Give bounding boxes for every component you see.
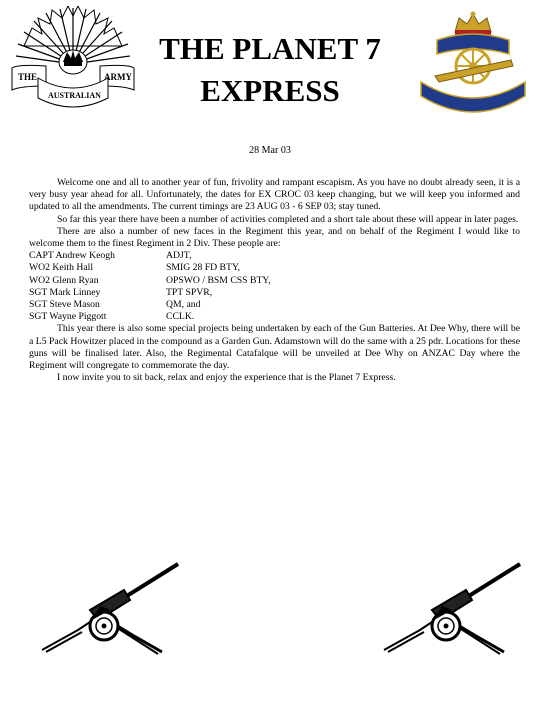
page-title xyxy=(150,28,390,112)
paragraph-projects: This year there is also some special projects being undertaken by each of the Gun Batteries. At Dee Why, there will be a L5 Pack Howitzer placed in the compound as a Garden Gun. Adamstown will do the same with a 25 pdr. Locations for these guns will be finalised later. Also, the Regimental Catafalque will be unveiled at Dee Why on ANZAC Day where the Regiment will congregate to commemorate the day. xyxy=(29,323,520,372)
roster-name: SGT Wayne Piggott xyxy=(29,311,107,323)
roster-role: CCLK. xyxy=(166,311,195,323)
roster-role: SMIG 28 FD BTY, xyxy=(166,262,241,274)
howitzer-icon xyxy=(380,560,525,655)
roster-name: WO2 Glenn Ryan xyxy=(29,274,99,286)
roster-role: TPT SPVR, xyxy=(166,286,213,298)
roster-name: SGT Steve Mason xyxy=(29,299,100,311)
newsletter-body xyxy=(29,177,520,384)
howitzer-icon xyxy=(38,560,183,655)
badge-text-the: THE xyxy=(18,72,38,82)
roster-list xyxy=(29,250,520,323)
paragraph-closing: I now invite you to sit back, relax and enjoy the experience that is the Planet 7 Express. xyxy=(57,372,396,384)
paragraph-new-faces: There are also a number of new faces in the Regiment this year, and on behalf of the Regiment I would like to welcome them to the finest Regiment in 2 Div. These people are: xyxy=(29,225,520,250)
roster-name: SGT Mark Linney xyxy=(29,286,101,298)
badge-text-australian: AUSTRALIAN xyxy=(48,91,101,100)
title-line-2: EXPRESS xyxy=(200,73,340,108)
issue-date: 28 Mar 03 xyxy=(249,145,291,156)
badge-text-army: ARMY xyxy=(104,72,132,82)
paragraph-welcome: Welcome one and all to another year of fun, frivolity and rampant escapism. As you have no doubt already seen, it is a very busy year ahead for all. Unfortunately, the dates for EX CROC 03 keep changing, but we will keep you informed and updated to all the amendments. The current timings are 23 AUG 03 - 6 SEP 03; stay tuned. xyxy=(29,177,520,213)
roster-name: WO2 Keith Hall xyxy=(29,262,94,274)
title-line-1: THE PLANET 7 xyxy=(159,31,381,66)
roster-role: OPSWO / BSM CSS BTY, xyxy=(166,274,271,286)
roster-name: CAPT Andrew Keogh xyxy=(29,250,115,262)
roster-role: ADJT, xyxy=(166,250,192,262)
royal-artillery-badge-icon xyxy=(415,10,531,114)
paragraph-activities: So far this year there have been a number of activities completed and a short tale about these will appear in later pages. xyxy=(57,213,519,225)
roster-role: QM, and xyxy=(166,299,201,311)
australian-army-badge-icon xyxy=(8,6,138,114)
